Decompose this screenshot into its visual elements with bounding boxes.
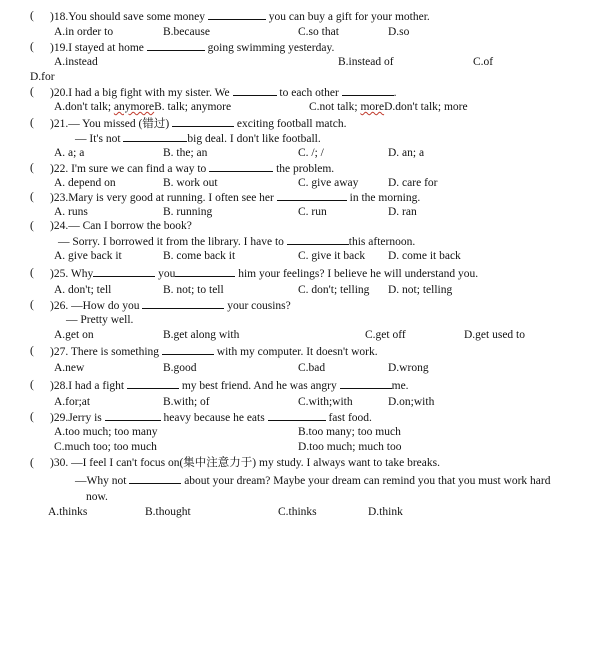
q25-stem-b: you <box>155 268 176 280</box>
q30-stem: )30. —I feel I can't focus on(集中注意力于) my study. I always want to take breaks. <box>50 457 440 469</box>
q21-stem2-a: — It's not <box>75 133 124 145</box>
q29-stem-a: )29.Jerry is <box>50 412 105 424</box>
q24-stem: )24.— Can I borrow the book? <box>50 220 192 232</box>
q27-stem <box>50 344 378 359</box>
q21-stem-line2 <box>75 131 321 146</box>
q23-stem-a: )23.Mary is very good at running. I often see her <box>50 192 277 204</box>
q18-option-d: D.so <box>388 26 410 38</box>
q26-stem-a: )26. —How do you <box>50 300 143 312</box>
q24-stem-line2 <box>58 234 415 249</box>
q20-stem-a: )20.I had a big fight with my sister. We <box>50 87 233 99</box>
q18-option-c: C.so that <box>298 26 339 38</box>
q21-stem-b: exciting football match. <box>234 118 347 130</box>
q29-option-b: B.too many; too much <box>298 426 401 438</box>
q29-stem-c: fast food. <box>325 412 372 424</box>
q18-option-b: B.because <box>163 26 210 38</box>
q26-option-b: B.get along with <box>163 329 240 341</box>
q25-stem-a: )25. Why <box>50 268 94 280</box>
answer-blank <box>340 378 392 389</box>
q20-stem-b: to each other <box>276 87 342 99</box>
q21-option-a: A. a; a <box>54 147 85 159</box>
q26-stem-line2: — Pretty well. <box>66 314 134 326</box>
q25-option-c: C. don't; telling <box>298 284 370 296</box>
q18-stem-b: you can buy a gift for your mother. <box>265 11 430 23</box>
q30-paren: ( <box>30 457 34 469</box>
q26-stem <box>50 298 291 313</box>
q29-stem-b: heavy because he eats <box>160 412 268 424</box>
q21-stem <box>50 116 346 131</box>
q26-option-c: C.get off <box>365 329 406 341</box>
answer-blank <box>172 116 234 127</box>
q27-stem-b: with my computer. It doesn't work. <box>213 346 378 358</box>
q27-paren: ( <box>30 345 34 357</box>
q28-option-a: A.for;at <box>54 396 91 408</box>
q23-option-d: D. ran <box>388 206 417 218</box>
q21-stem2-b: big deal. I don't like football. <box>187 133 321 145</box>
q22-option-d: D. care for <box>388 177 438 189</box>
answer-blank <box>123 131 187 142</box>
answer-blank <box>233 85 277 96</box>
answer-blank <box>147 40 205 51</box>
q19-stem <box>50 40 334 55</box>
q30-stem-line3: now. <box>86 491 108 503</box>
answer-blank <box>175 266 235 277</box>
q18-stem <box>50 9 430 24</box>
answer-blank <box>208 9 266 20</box>
q24-paren: ( <box>30 220 34 232</box>
q28-paren: ( <box>30 379 34 391</box>
q18-paren: ( <box>30 10 34 22</box>
q25-option-a: A. don't; tell <box>54 284 112 296</box>
q20-paren: ( <box>30 86 34 98</box>
q21-stem-a: )21.— You missed (错过) <box>50 118 173 130</box>
q18-stem-a: )18.You should save some money <box>50 11 208 23</box>
q30-option-c: C.thinks <box>278 506 317 518</box>
q24-option-c: C. give it back <box>298 250 366 262</box>
q24-stem2-a: — Sorry. I borrowed it from the library. I have to <box>58 236 287 248</box>
q28-option-d: D.on;with <box>388 396 435 408</box>
answer-blank <box>142 298 224 309</box>
q20-option-c-word: more <box>360 101 385 113</box>
q22-stem-a: )22. I'm sure we can find a way to <box>50 163 210 175</box>
q26-stem-b: your cousins? <box>224 300 291 312</box>
answer-blank <box>105 410 161 421</box>
q27-option-d: D.wrong <box>388 362 429 374</box>
q30-option-d: D.think <box>368 506 403 518</box>
q23-stem-b: in the morning. <box>346 192 421 204</box>
q29-stem <box>50 410 372 425</box>
q20-option-c: C.not talk; <box>309 101 361 113</box>
q23-option-c: C. run <box>298 206 327 218</box>
answer-blank <box>129 473 181 484</box>
q20-stem-c: . <box>393 87 397 99</box>
q28-stem <box>50 378 409 393</box>
q23-paren: ( <box>30 191 34 203</box>
q23-option-b: B. running <box>163 206 213 218</box>
q26-option-d: D.get used to <box>464 329 526 341</box>
q20-option-d: D.don't talk; more <box>384 101 468 113</box>
q28-stem-b: my best friend. And he was angry <box>178 380 340 392</box>
q19-option-a: A.instead <box>54 56 98 68</box>
answer-blank <box>342 85 394 96</box>
q19-stem-b: going swimming yesterday. <box>204 42 335 54</box>
q25-option-d: D. not; telling <box>388 284 453 296</box>
answer-blank <box>127 378 179 389</box>
q28-stem-c: me. <box>391 380 409 392</box>
q19-option-c: C.of <box>473 56 494 68</box>
q22-option-c: C. give away <box>298 177 359 189</box>
q26-option-a: A.get on <box>54 329 94 341</box>
q20-option-b: B. talk; anymore <box>154 101 232 113</box>
q30-stem-line2 <box>75 473 551 488</box>
q24-stem2-b: this afternoon. <box>348 236 416 248</box>
q30-option-b: B.thought <box>145 506 191 518</box>
q29-paren: ( <box>30 411 34 423</box>
answer-blank <box>209 161 273 172</box>
q27-stem-a: )27. There is something <box>50 346 162 358</box>
answer-blank <box>277 190 347 201</box>
q30-stem2-a: —Why not <box>75 475 130 487</box>
q30-option-a: A.thinks <box>48 506 88 518</box>
q21-option-b: B. the; an <box>163 147 208 159</box>
q18-option-a: A.in order to <box>54 26 114 38</box>
q24-option-d: D. come it back <box>388 250 461 262</box>
answer-blank <box>93 266 155 277</box>
q20-option-a: A.don't talk; <box>54 101 114 113</box>
answer-blank <box>268 410 326 421</box>
q29-option-d: D.too much; much too <box>298 441 402 453</box>
q19-option-b: B.instead of <box>338 56 394 68</box>
q20-options-ab <box>54 100 231 114</box>
q20-stem <box>50 85 397 100</box>
q30-stem2-b: about your dream? Maybe your dream can remind you that you must work hard <box>181 475 551 487</box>
q27-option-c: C.bad <box>298 362 326 374</box>
q28-option-b: B.with; of <box>163 396 210 408</box>
q28-option-c: C.with;with <box>298 396 353 408</box>
q22-option-a: A. depend on <box>54 177 116 189</box>
q24-option-b: B. come back it <box>163 250 236 262</box>
q21-option-d: D. an; a <box>388 147 425 159</box>
q22-stem-b: the problem. <box>273 163 335 175</box>
q20-options-cd <box>309 100 468 114</box>
q19-paren: ( <box>30 41 34 53</box>
q26-paren: ( <box>30 299 34 311</box>
q22-paren: ( <box>30 162 34 174</box>
q29-option-a: A.too much; too many <box>54 426 158 438</box>
q25-stem <box>50 266 478 281</box>
q20-option-a-word: anymore <box>113 101 155 113</box>
q23-stem <box>50 190 420 205</box>
q19-stem-a: )19.I stayed at home <box>50 42 147 54</box>
answer-blank <box>287 234 349 245</box>
q29-option-c: C.much too; too much <box>54 441 157 453</box>
q24-option-a: A. give back it <box>54 250 122 262</box>
q27-option-b: B.good <box>163 362 197 374</box>
q27-option-a: A.new <box>54 362 85 374</box>
q25-option-b: B. not; to tell <box>163 284 224 296</box>
q21-paren: ( <box>30 117 34 129</box>
q23-option-a: A. runs <box>54 206 88 218</box>
answer-blank <box>162 344 214 355</box>
q25-paren: ( <box>30 267 34 279</box>
q22-stem <box>50 161 334 176</box>
q19-option-d: D.for <box>30 71 55 83</box>
q22-option-b: B. work out <box>163 177 218 189</box>
q21-option-c: C. /; / <box>298 147 324 159</box>
q25-stem-c: him your feelings? I believe he will understand you. <box>235 268 479 280</box>
q28-stem-a: )28.I had a fight <box>50 380 127 392</box>
